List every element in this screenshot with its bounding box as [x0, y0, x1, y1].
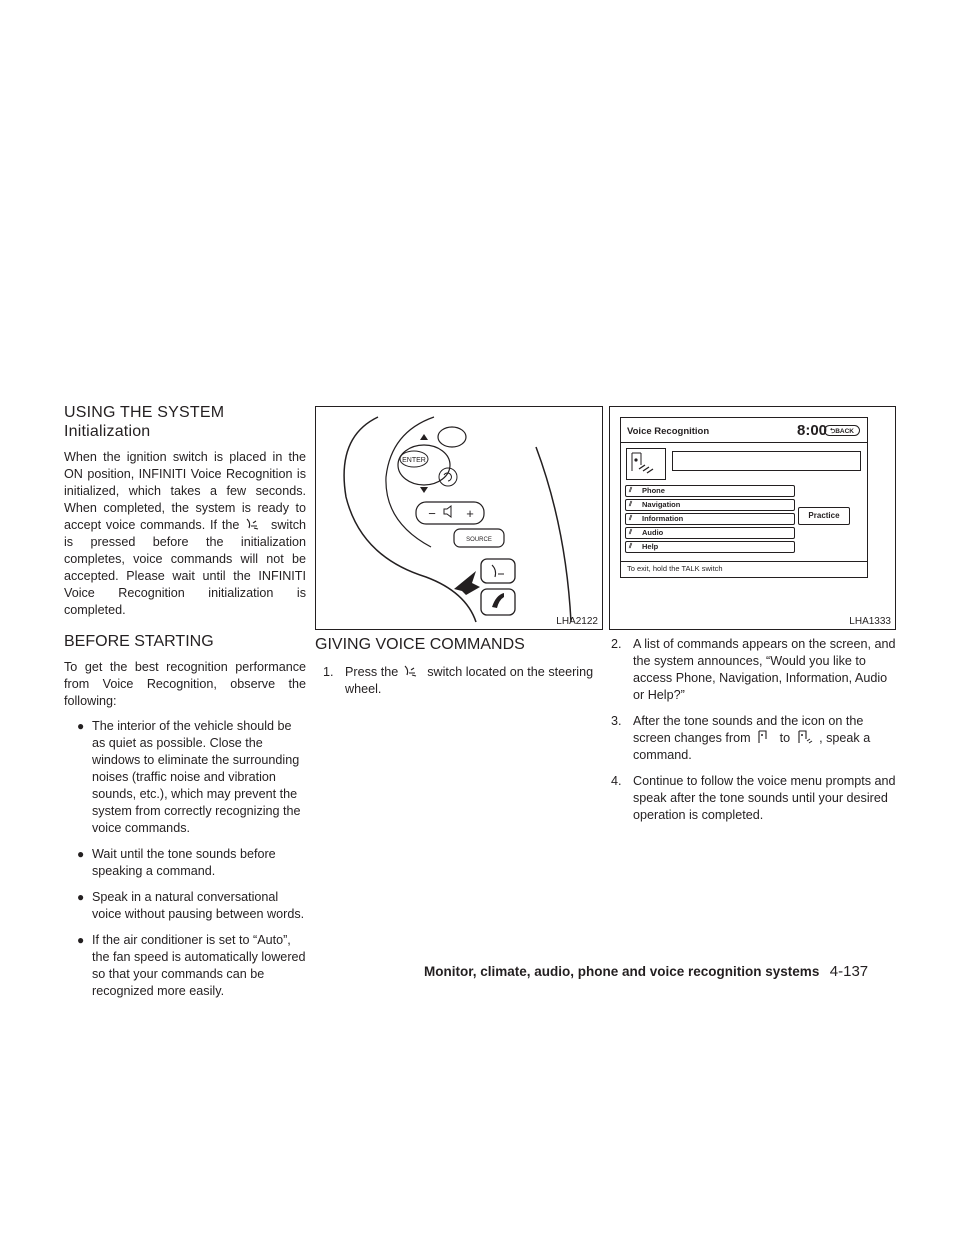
- before-starting-intro: To get the best recognition performance from Voice Recognition, observe the following:: [64, 660, 306, 708]
- page-number: 4-137: [829, 963, 869, 980]
- list-item: ● The interior of the vehicle should be as quiet as possible. Close the windows to eliminate the surrounding noises (traffic noise and vibration sounds, etc.), which may prevent the system from correctly recognizing the voice commands.: [77, 719, 301, 835]
- back-button[interactable]: ⮌BACK: [824, 425, 860, 436]
- column-3: [611, 636, 896, 833]
- voice-icon: ⫽: [629, 515, 633, 522]
- figure-label: LHA1333: [849, 616, 891, 627]
- section-heading-using-the-system: USING THE SYSTEM: [64, 404, 225, 421]
- menu-item-audio[interactable]: ⫽ Audio: [625, 527, 795, 539]
- voice-recognition-figure: [609, 406, 896, 630]
- divider: [621, 442, 867, 443]
- section-heading-before-starting: BEFORE STARTING: [64, 633, 214, 650]
- initialization-paragraph: When the ignition switch is placed in the ON position, INFINITI Voice Recognition is initialized, which takes a few seconds. When completed, the system is ready to accept voice commands. If the switch is pressed before the initialization completes, voice commands will not be accepted. Please wait until the INFINITI Voice Recognition initialization is completed.: [64, 450, 307, 617]
- voice-icon: ⫽: [629, 529, 633, 536]
- figure-label: LHA2122: [556, 616, 598, 627]
- enter-button-label: ENTER: [402, 457, 426, 464]
- voice-command-steps-continued: [611, 636, 896, 824]
- voice-command-steps: [315, 664, 603, 698]
- list-item: 4. Continue to follow the voice menu prompts and speak after the tone sounds until your desired operation is completed.: [611, 774, 896, 822]
- source-button-label: SOURCE: [466, 537, 492, 543]
- practice-button[interactable]: Practice: [798, 507, 850, 525]
- page-footer: [424, 963, 868, 981]
- exit-hint: To exit, hold the TALK switch: [627, 564, 723, 573]
- bullet-icon: ●: [77, 847, 85, 861]
- bullet-icon: ●: [77, 890, 85, 904]
- bullet-icon: ●: [77, 719, 85, 733]
- clock: 8:00: [797, 422, 828, 439]
- recognition-text-field: [672, 451, 861, 471]
- subheading-initialization: Initialization: [64, 423, 151, 440]
- column-2: [315, 636, 603, 707]
- menu-item-information[interactable]: ⫽ Information: [625, 513, 795, 525]
- menu-item-help[interactable]: ⫽ Help: [625, 541, 795, 553]
- list-item: ● Wait until the tone sounds before speaking a command.: [77, 847, 276, 878]
- talk-switch-icon: [402, 664, 424, 678]
- voice-icon: ⫽: [629, 543, 633, 550]
- menu-item-navigation[interactable]: ⫽ Navigation: [625, 499, 795, 511]
- divider: [621, 561, 867, 562]
- screen-title: Voice Recognition: [627, 426, 710, 437]
- column-1: [64, 404, 306, 1009]
- voice-icon: ⫽: [629, 501, 633, 508]
- talk-switch-icon: [244, 517, 266, 531]
- voice-recognition-screen: [620, 417, 868, 578]
- chapter-title: Monitor, climate, audio, phone and voice recognition systems: [424, 964, 820, 979]
- menu-item-phone[interactable]: ⫽ Phone: [625, 485, 795, 497]
- steering-wheel-figure: [315, 406, 603, 630]
- steering-wheel-illustration: [316, 407, 602, 629]
- list-item: 1. Press the switch located on the steering wheel.: [323, 665, 594, 696]
- microphone-listening-icon: [794, 730, 816, 744]
- volume-plus-label: +: [466, 506, 474, 521]
- list-item: ● If the air conditioner is set to “Auto”, the fan speed is automatically lowered so that your commands can be recognized more easily.: [77, 933, 306, 998]
- pointer-arrow-icon: [454, 571, 480, 595]
- section-heading-giving-voice-commands: GIVING VOICE COMMANDS: [315, 636, 525, 653]
- before-starting-list: [64, 718, 306, 1000]
- microphone-idle-icon: [754, 730, 776, 744]
- voice-icon: ⫽: [629, 487, 633, 494]
- list-item: 3. After the tone sounds and the icon on the screen changes from to , speak a command.: [611, 714, 871, 762]
- bullet-icon: ●: [77, 933, 85, 947]
- list-item: 2. A list of commands appears on the screen, and the system announces, “Would you like to access Phone, Navigation, Information, Audio or Help?”: [611, 637, 896, 702]
- list-item: ● Speak in a natural conversational voice without pausing between words.: [77, 890, 305, 921]
- volume-minus-label: −: [428, 506, 436, 521]
- microphone-icon: [626, 448, 666, 480]
